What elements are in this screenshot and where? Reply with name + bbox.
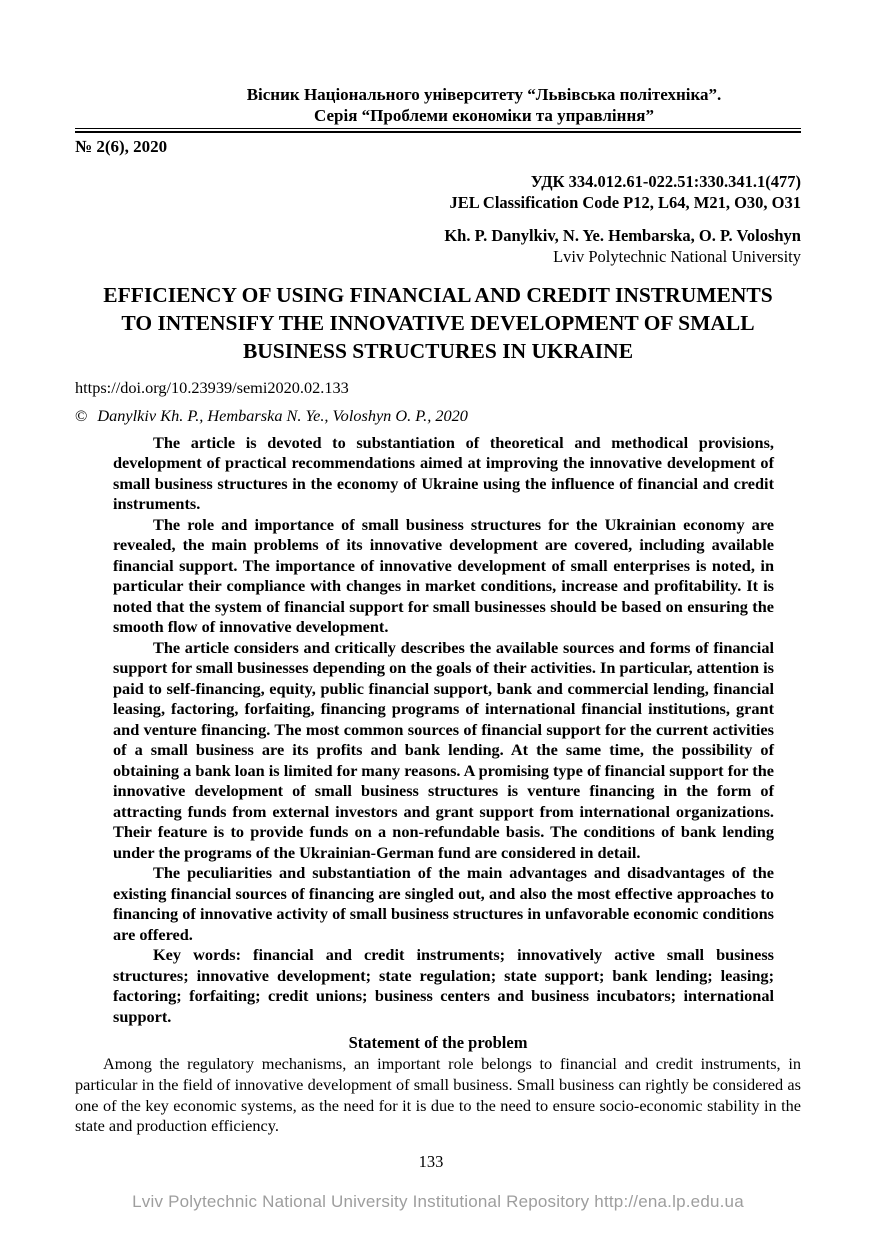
copyright-line: [75, 405, 801, 426]
section-heading: Statement of the problem: [348, 1033, 528, 1052]
abstract-paragraph-4: The peculiarities and substantiation of the main advantages and disadvantages of the existing financial sources of financing are singled out, and also the most effective approaches to financing of innovative activity of small business structures in unfavorable economic conditions are offered.: [113, 863, 774, 944]
page-content: [75, 84, 801, 1137]
article-title: [75, 281, 801, 365]
abstract: [113, 433, 774, 1028]
copyright-text: Danylkiv Kh. P., Hembarska N. Ye., Voloshyn O. P., 2020: [97, 405, 468, 425]
abstract-keywords: Key words: financial and credit instruments; innovatively active small business structures; innovative development; state regulation; state support; bank lending; leasing; factoring; forfaiting; credit unions; business centers and business incubators; international support.: [113, 945, 774, 1026]
article-meta: [75, 171, 801, 267]
article-title-line-3: BUSINESS STRUCTURES IN UKRAINE: [242, 338, 634, 363]
page-number: 133: [418, 1152, 444, 1171]
abstract-paragraph-3: The article considers and critically describes the available sources and forms of financial support for small businesses depending on the goals of their activities. In particular, attention is paid to self-financing, equity, public financial support, bank and commercial lending, financial leasing, factoring, forfaiting, financing programs of international financial institutions, grant and venture financing. The most common sources of financial support for the current activities of a small business are its profits and bank lending. At the same time, the possibility of obtaining a bank loan is limited for many reasons. A promising type of financial support for the innovative development of small business structures is venture financing in the form of attracting funds from external investors and grant support from international organizations. Their feature is to provide funds on a non-refundable basis. The conditions of bank lending under the programs of the Ukrainian-German fund are considered in detail.: [113, 637, 774, 862]
journal-header: [75, 84, 801, 126]
jel-code: JEL Classification Code P12, L64, M21, O30, O31: [449, 192, 801, 212]
doi-link[interactable]: https://doi.org/10.23939/semi2020.02.133: [75, 377, 349, 397]
abstract-paragraph-2: The role and importance of small business structures for the Ukrainian economy are revealed, the main problems of its innovative development are covered, including available financial support. The importance of innovative development of small enterprises is noted, in particular their compliance with changes in market conditions, increase and profitability. It is noted that the system of financial support for small businesses should be based on ensuring the smooth flow of innovative development.: [113, 514, 774, 636]
copyright-icon: ©: [75, 405, 88, 425]
affiliation: Lviv Polytechnic National University: [553, 246, 801, 266]
repository-footer: Lviv Polytechnic National University Institutional Repository http://ena.lp.edu.ua: [132, 1192, 744, 1211]
article-title-line-2: TO INTENSIFY THE INNOVATIVE DEVELOPMENT OF SMALL: [121, 310, 755, 335]
abstract-paragraph-1: The article is devoted to substantiation of theoretical and methodical provisions, development of practical recommendations aimed at improving the innovative development of small business structures in the economy of Ukraine using the influence of financial and credit instruments.: [113, 432, 774, 513]
header-rule: [75, 128, 801, 133]
journal-series: Серія “Проблеми економіки та управління”: [314, 106, 654, 125]
body-paragraph: Among the regulatory mechanisms, an important role belongs to financial and credit instruments, in particular in the field of innovative development of small business. Small business can rightly be considered as one of the key economic systems, as the need for it is due to the need to ensure socio-economic stability in the state and production efficiency.: [75, 1054, 801, 1136]
issue-number: № 2(6), 2020: [75, 136, 168, 156]
authors: Kh. P. Danylkiv, N. Ye. Hembarska, O. P. Voloshyn: [444, 225, 801, 245]
udc-code: УДК 334.012.61-022.51:330.341.1(477): [530, 171, 801, 191]
article-title-line-1: EFFICIENCY OF USING FINANCIAL AND CREDIT INSTRUMENTS: [103, 282, 773, 307]
journal-title: Вісник Національного університету “Львівська політехніка”.: [246, 85, 722, 104]
